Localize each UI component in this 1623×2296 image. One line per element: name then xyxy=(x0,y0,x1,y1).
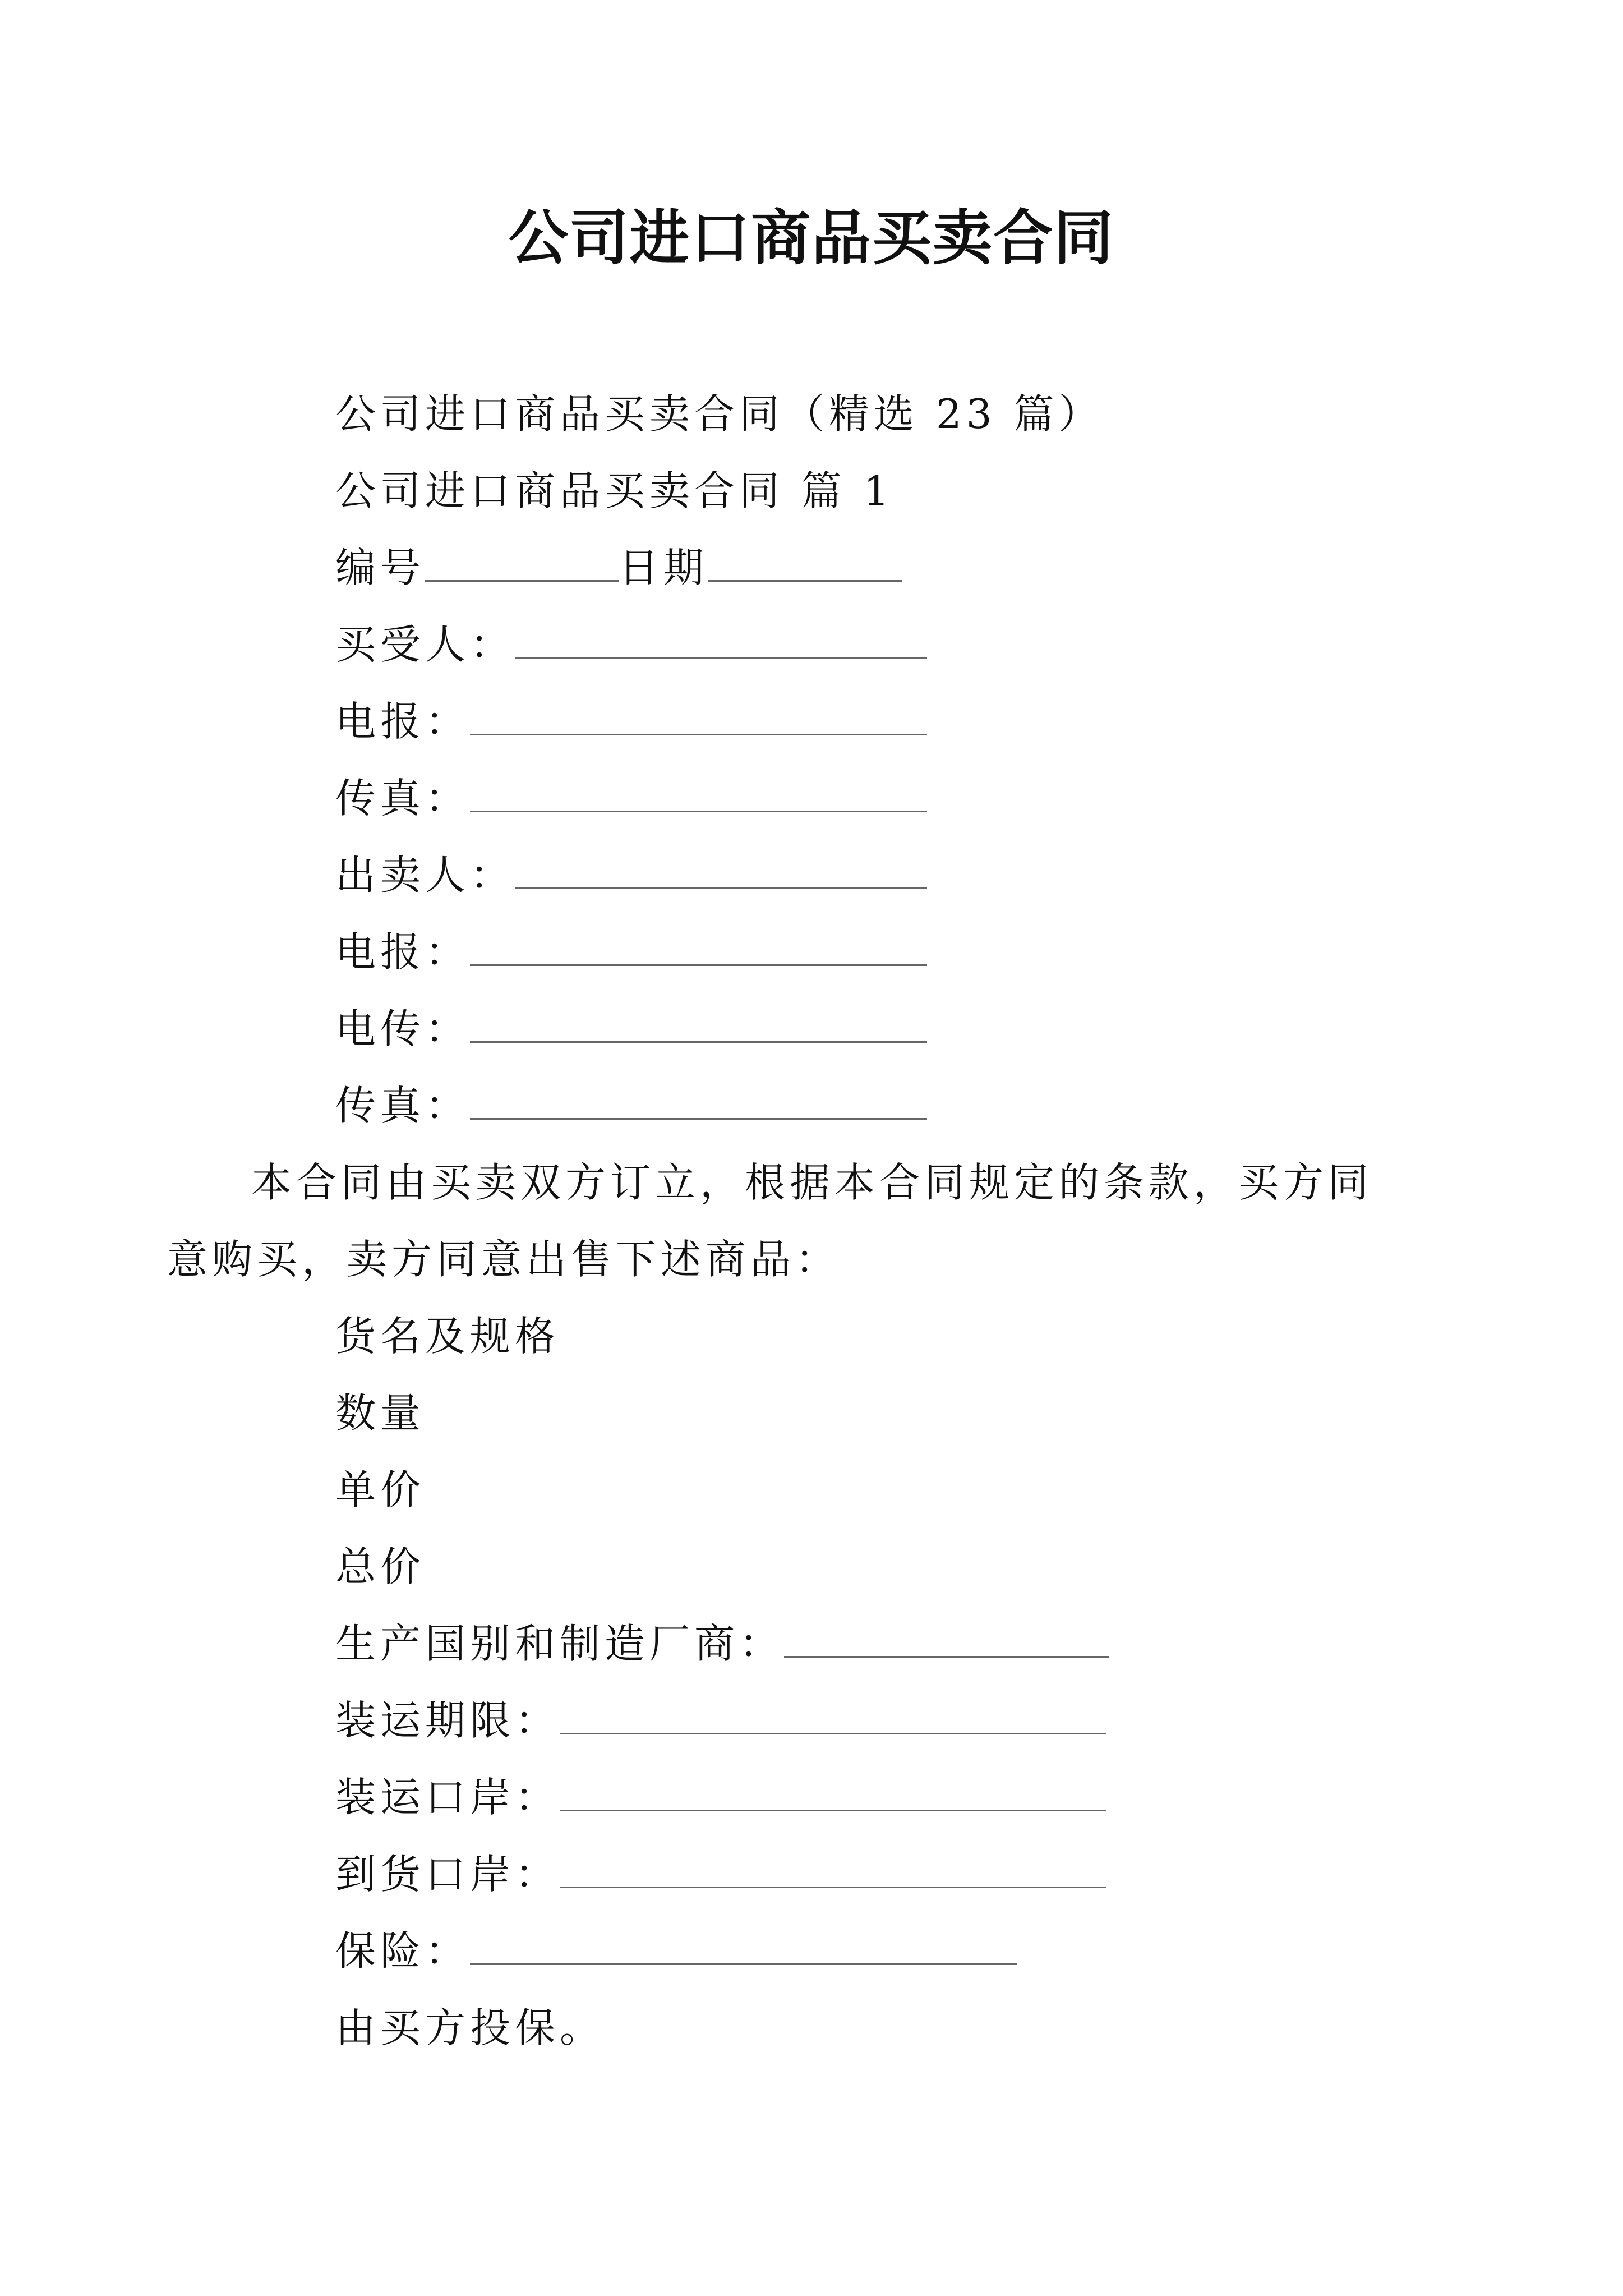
document-title: 公司进口商品买卖合同 xyxy=(509,204,1114,273)
insurance-row xyxy=(251,1913,1390,1990)
buyer-row xyxy=(251,606,1390,683)
number-blank xyxy=(425,546,619,582)
buyer-label: 买受人： xyxy=(335,621,515,668)
shipping-period-blank xyxy=(560,1699,1106,1734)
subtitle: 公司进口商品买卖合同（精选 23 篇） xyxy=(335,390,1104,438)
port-arrival-row xyxy=(251,1836,1390,1913)
insurance-label: 保险： xyxy=(335,1927,471,1975)
buyer-fax-label: 传真： xyxy=(335,775,471,822)
number-date-row xyxy=(251,530,1390,606)
insurance-blank xyxy=(470,1930,1017,1965)
seller-telex-label: 电传： xyxy=(335,1005,471,1052)
buyer-blank xyxy=(515,623,927,659)
goods-unit-price: 单价 xyxy=(335,1466,426,1513)
intro-paragraph: 本合同由买卖双方订立，根据本合同规定的条款，买方同意购买，卖方同意出售下述商品： xyxy=(167,1159,1373,1283)
seller-fax-row xyxy=(251,1068,1390,1144)
port-loading-label: 装运口岸： xyxy=(335,1774,560,1821)
document-body xyxy=(167,376,1390,2067)
date-label: 日期 xyxy=(619,544,709,591)
seller-fax-label: 传真： xyxy=(335,1082,471,1129)
seller-telegram-row xyxy=(251,914,1390,991)
shipping-period-label: 装运期限： xyxy=(335,1697,560,1744)
origin-row xyxy=(251,1605,1390,1682)
seller-telex-blank xyxy=(470,1007,927,1043)
section-heading: 公司进口商品买卖合同 篇 1 xyxy=(335,467,894,514)
port-loading-blank xyxy=(560,1776,1106,1811)
seller-telex-row xyxy=(251,991,1390,1068)
date-blank xyxy=(708,546,902,582)
origin-label: 生产国别和制造厂商： xyxy=(335,1620,785,1667)
goods-name-spec: 货名及规格 xyxy=(335,1313,560,1360)
seller-telegram-blank xyxy=(470,931,927,966)
seller-fax-blank xyxy=(470,1084,927,1120)
closing-line: 由买方投保。 xyxy=(335,2004,605,2051)
goods-total-price: 总价 xyxy=(335,1543,426,1590)
seller-row xyxy=(251,837,1390,914)
buyer-fax-row xyxy=(251,760,1390,837)
goods-quantity: 数量 xyxy=(335,1389,426,1437)
number-label: 编号 xyxy=(335,544,426,591)
buyer-telegram-label: 电报： xyxy=(335,698,471,745)
seller-telegram-label: 电报： xyxy=(335,928,471,976)
buyer-telegram-blank xyxy=(470,700,927,735)
buyer-fax-blank xyxy=(470,777,927,812)
port-arrival-blank xyxy=(560,1853,1106,1888)
origin-blank xyxy=(784,1622,1109,1658)
seller-blank xyxy=(515,854,927,889)
port-loading-row xyxy=(251,1759,1390,1836)
shipping-period-row xyxy=(251,1682,1390,1759)
buyer-telegram-row xyxy=(251,683,1390,760)
seller-label: 出卖人： xyxy=(335,852,515,899)
port-arrival-label: 到货口岸： xyxy=(335,1851,560,1898)
